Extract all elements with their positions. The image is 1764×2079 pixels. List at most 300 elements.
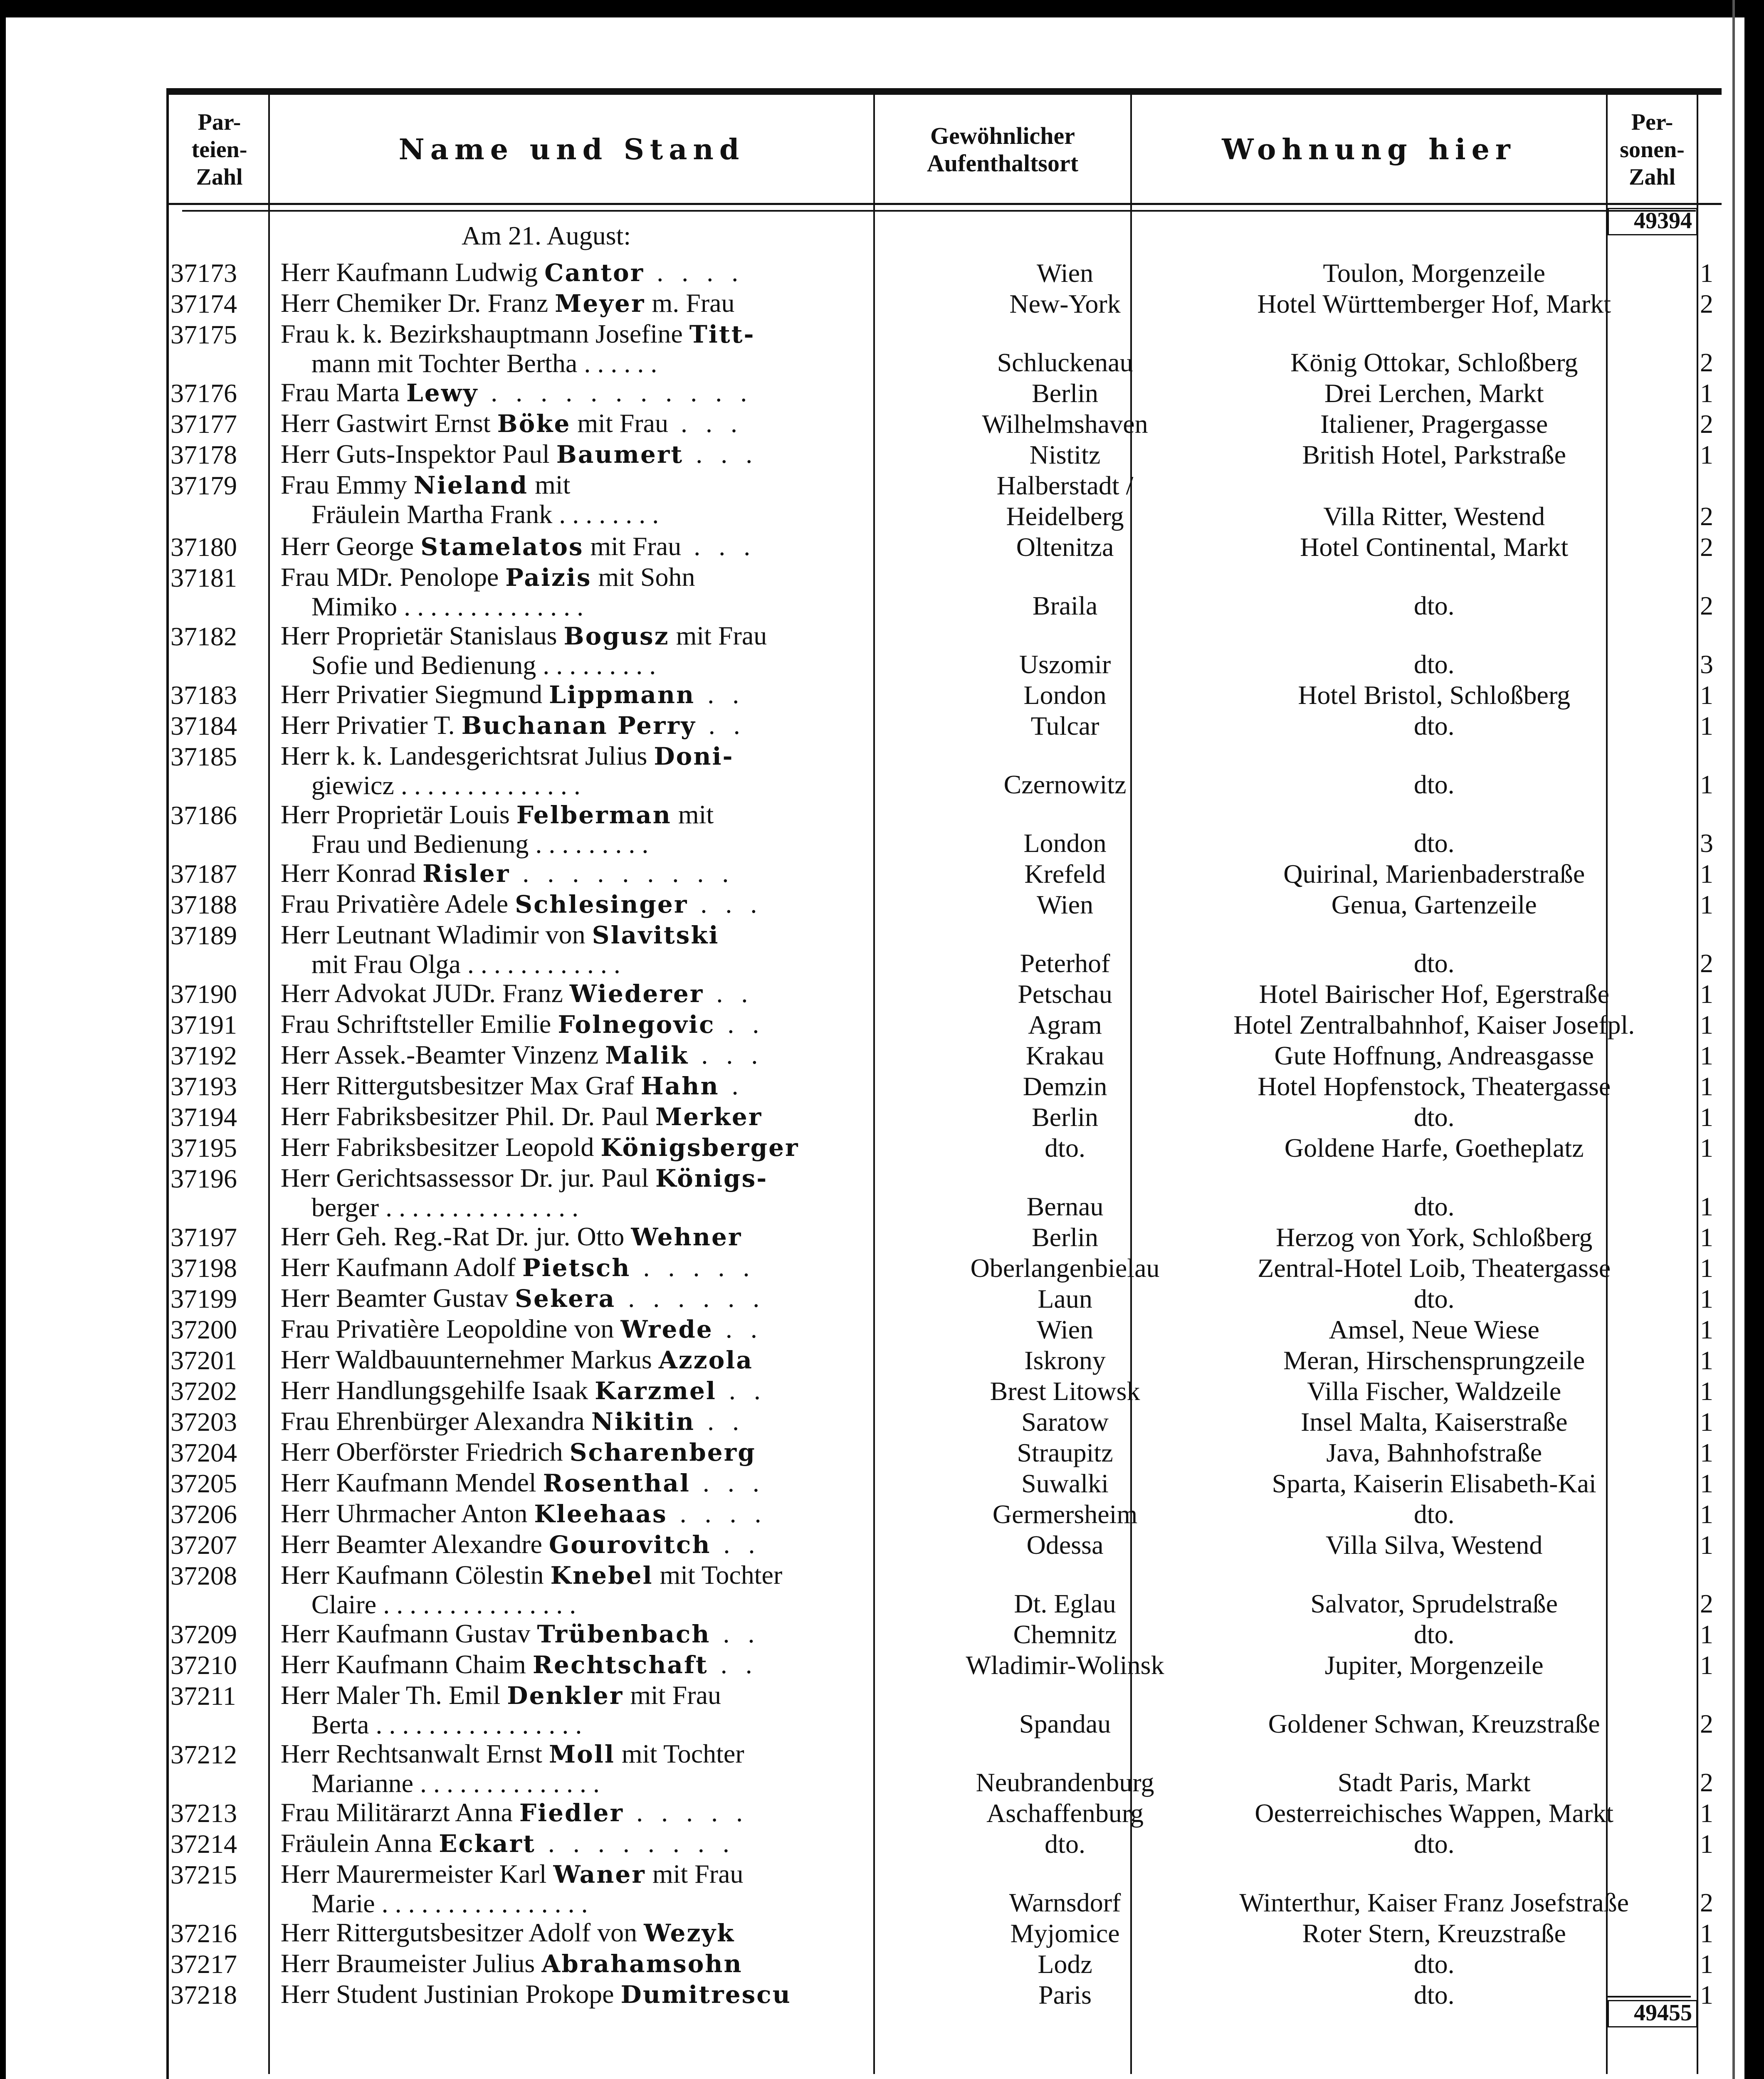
table-row (170, 1101, 1713, 1133)
date-heading: Am 21. August: (462, 221, 631, 250)
usual-residence: Iskrony (1024, 1346, 1106, 1375)
table-row (170, 1828, 1713, 1859)
guest-title: Herr Gerichtsassessor Dr. jur. Paul (280, 1163, 649, 1193)
lodging-address: Quirinal, Marienbaderstraße (1283, 859, 1585, 889)
guest-name-and-status (277, 1560, 957, 1619)
table-row (170, 920, 1713, 979)
party-number: 37210 (170, 1650, 237, 1680)
guest-title: Herr Beamter Gustav (280, 1283, 509, 1313)
guest-name-and-status (277, 563, 957, 621)
person-count: 1 (1700, 979, 1713, 1009)
table-row (170, 1499, 1713, 1530)
total-rule (1608, 1996, 1691, 1998)
guest-title: Herr Leutnant Wladimir von (280, 920, 586, 949)
person-count: 1 (1700, 1469, 1713, 1498)
guest-surname: Buchanan Perry (461, 711, 696, 740)
leader-dots: . . . . . . . . . . . (478, 378, 753, 407)
table-row (170, 439, 1713, 470)
leader-dots: . . (716, 1375, 766, 1405)
usual-residence: dto. (1045, 1829, 1085, 1859)
table-row (170, 1314, 1713, 1345)
guest-title: Herr Proprietär Stanislaus (280, 621, 557, 650)
guest-surname: Felberman (516, 801, 672, 829)
party-number: 37173 (170, 258, 237, 288)
leader-dots: . . (696, 710, 746, 740)
leader-dots: . . . (690, 1468, 765, 1497)
guest-surname: Wiederer (569, 980, 704, 1008)
guest-name-and-status (277, 1859, 957, 1918)
lodging-address: dto. (1413, 1620, 1455, 1649)
usual-residence: New-York (1009, 289, 1121, 319)
lodging-address: Hotel Bristol, Schloßberg (1298, 680, 1571, 710)
table-row (170, 1375, 1713, 1407)
guest-companions: mit (671, 800, 714, 829)
guest-title: Herr Kaufmann Adolf (280, 1252, 516, 1282)
guest-name-and-status (277, 859, 957, 888)
usual-residence: Wien (1037, 258, 1094, 288)
lodging-address: Sparta, Kaiserin Elisabeth-Kai (1272, 1469, 1596, 1498)
party-number: 37214 (170, 1829, 237, 1859)
lodging-address: Hotel Bairischer Hof, Egerstraße (1259, 979, 1609, 1009)
usual-residence: Neubrandenburg (976, 1768, 1154, 1797)
guest-title: Herr Assek.-Beamter Vinzenz (280, 1040, 599, 1069)
guest-name-and-status (277, 1407, 957, 1436)
lodging-address: dto. (1413, 1949, 1455, 1979)
leader-dots: . . . (681, 531, 756, 561)
guest-name-and-status (277, 1040, 957, 1070)
table-row (170, 1071, 1713, 1102)
header-lodging-here: Wohnung hier (1222, 133, 1516, 166)
guest-title: Frau Privatière Leopoldine von (280, 1314, 614, 1343)
scan-border-top (0, 0, 1764, 17)
guest-companions: mit Frau (583, 531, 682, 561)
table-row (170, 1680, 1713, 1739)
usual-residence: London (1023, 680, 1107, 710)
lodging-address: dto. (1413, 591, 1455, 620)
party-number: 37182 (170, 622, 237, 651)
lodging-address: dto. (1413, 828, 1455, 858)
guest-surname: Abrahamsohn (541, 1950, 743, 1978)
party-number: 37215 (170, 1860, 237, 1889)
usual-residence: Lodz (1038, 1949, 1092, 1979)
person-count: 1 (1700, 1072, 1713, 1101)
usual-residence: Braila (1032, 591, 1098, 620)
person-count: 2 (1700, 1768, 1713, 1797)
guest-name-and-status (277, 1102, 957, 1131)
guest-surname: Malik (605, 1041, 689, 1069)
party-number: 37191 (170, 1010, 237, 1040)
person-count: 1 (1700, 1133, 1713, 1163)
person-count: 1 (1700, 1499, 1713, 1529)
party-number: 37212 (170, 1740, 237, 1769)
usual-residence: Halberstadt / Heidelberg (996, 471, 1134, 531)
guest-title: Frau MDr. Penolope (280, 562, 499, 592)
table-row (170, 1222, 1713, 1253)
guest-title: Herr Privatier T. (280, 710, 455, 740)
person-count: 1 (1700, 1253, 1713, 1283)
usual-residence: Berlin (1032, 378, 1099, 408)
guest-title: Herr Kaufmann Chaim (280, 1649, 526, 1679)
guest-name-and-status (277, 319, 957, 378)
guest-name-and-status (277, 1314, 957, 1344)
guest-surname: Wehner (631, 1223, 742, 1251)
table-row (170, 1979, 1713, 2010)
guest-title: Frau Schriftsteller Emilie (280, 1009, 551, 1039)
leader-dots: . . (695, 1406, 745, 1436)
table-row (170, 378, 1713, 409)
table-row (170, 1798, 1713, 1829)
guest-name-continuation: Sofie und Bedienung . . . . . . . . . (311, 650, 656, 680)
party-number: 37194 (170, 1102, 237, 1132)
leader-dots: . . . . . . . . (535, 1828, 735, 1858)
party-number: 37175 (170, 320, 237, 349)
lodging-address: Goldene Harfe, Goetheplatz (1284, 1133, 1584, 1163)
leader-dots: . . . (688, 889, 763, 919)
person-count: 1 (1700, 1919, 1713, 1948)
lodging-address: dto. (1413, 1102, 1455, 1132)
guest-surname: Baumert (556, 440, 684, 469)
usual-residence: Wladimir-Wolinsk (966, 1650, 1164, 1680)
person-count: 2 (1700, 289, 1713, 319)
table-row (170, 1406, 1713, 1437)
guest-surname: Schlesinger (515, 890, 688, 919)
lodging-address: Salvator, Sprudelstraße (1310, 1589, 1558, 1618)
guest-surname: Wezyk (644, 1919, 735, 1947)
guest-companions: m. Frau (645, 288, 735, 318)
lodging-address: Villa Fischer, Waldzeile (1307, 1376, 1561, 1406)
guest-name-and-status (277, 1681, 957, 1739)
guest-surname: Königs- (655, 1164, 768, 1193)
guest-list (170, 257, 1713, 2010)
guest-name-and-status (277, 1222, 957, 1252)
leader-dots: . . . . . . . . . (510, 858, 735, 888)
guest-name-and-status (277, 1739, 957, 1798)
party-number: 37196 (170, 1164, 237, 1193)
usual-residence: Berlin (1032, 1222, 1099, 1252)
usual-residence: Brest Litowsk (990, 1376, 1140, 1406)
usual-residence: Oltenitza (1016, 532, 1114, 562)
usual-residence: Berlin (1032, 1102, 1099, 1132)
guest-name-and-status (277, 889, 957, 919)
guest-surname: Folnegovic (558, 1010, 715, 1039)
guest-surname: Azzola (658, 1346, 753, 1374)
table-row (170, 470, 1713, 532)
table-row (170, 1132, 1713, 1163)
guest-name-and-status (277, 800, 957, 859)
guest-title: Herr Fabriksbesitzer Leopold (280, 1132, 594, 1162)
table-row (170, 1283, 1713, 1314)
guest-title: Herr Rittergutsbesitzer Adolf von (280, 1918, 637, 1947)
lodging-address: British Hotel, Parkstraße (1302, 440, 1566, 469)
table-row (170, 408, 1713, 440)
guest-title: Herr Oberförster Friedrich (280, 1437, 563, 1467)
person-count: 1 (1700, 1650, 1713, 1680)
lodging-address: Drei Lerchen, Markt (1324, 378, 1544, 408)
leader-dots: . . (710, 1619, 761, 1648)
lodging-address: Roter Stern, Kreuzstraße (1302, 1919, 1566, 1948)
guest-surname: Kleehaas (534, 1500, 667, 1528)
guest-name-continuation: mit Frau Olga . . . . . . . . . . . . (311, 949, 620, 979)
party-number: 37187 (170, 859, 237, 889)
lodging-address: Stadt Paris, Markt (1337, 1768, 1531, 1797)
guest-surname: Cantor (544, 259, 645, 287)
usual-residence: Paris (1038, 1980, 1092, 2010)
party-number: 37205 (170, 1469, 237, 1498)
person-count: 1 (1700, 1222, 1713, 1252)
person-count: 1 (1700, 1530, 1713, 1560)
person-count: 1 (1700, 1284, 1713, 1314)
person-count: 1 (1700, 1041, 1713, 1070)
usual-residence: Wien (1037, 1315, 1094, 1344)
guest-name-and-status (277, 378, 957, 407)
person-count: 1 (1700, 258, 1713, 288)
guest-title: Herr Uhrmacher Anton (280, 1499, 528, 1528)
header-usual-residence: Gewöhnlicher Aufenthaltsort (926, 122, 1079, 177)
guest-surname: Wrede (620, 1315, 713, 1343)
guest-surname: Lippmann (549, 681, 695, 709)
table-row (170, 978, 1713, 1010)
party-number: 37192 (170, 1041, 237, 1070)
lodging-address: dto. (1413, 948, 1455, 978)
person-count: 2 (1700, 948, 1713, 978)
lodging-address: Java, Bahnhofstraße (1326, 1438, 1542, 1467)
usual-residence: Krakau (1025, 1041, 1104, 1070)
party-number: 37188 (170, 890, 237, 919)
usual-residence: Petschau (1018, 979, 1112, 1009)
usual-residence: Saratow (1021, 1407, 1109, 1437)
party-number: 37198 (170, 1253, 237, 1283)
person-count: 3 (1700, 649, 1713, 679)
guest-surname: Denkler (507, 1681, 624, 1710)
guest-surname: Nieland (413, 471, 529, 499)
leader-dots: . (719, 1071, 744, 1100)
party-number: 37177 (170, 409, 237, 439)
leader-dots: . . (695, 679, 745, 709)
person-count: 1 (1700, 680, 1713, 710)
guest-title: Herr Beamter Alexandre (280, 1529, 542, 1559)
leader-dots: . . (713, 1314, 763, 1343)
person-count: 1 (1700, 1376, 1713, 1406)
person-count: 2 (1700, 532, 1713, 562)
table-row (170, 710, 1713, 741)
person-count: 3 (1700, 828, 1713, 858)
person-count: 1 (1700, 1407, 1713, 1437)
party-number: 37213 (170, 1798, 237, 1828)
guest-name-and-status (277, 1499, 957, 1528)
lodging-address: Gute Hoffnung, Andreasgasse (1274, 1041, 1594, 1070)
party-number: 37216 (170, 1919, 237, 1948)
guest-companions: mit Frau (669, 621, 767, 650)
guest-name-continuation: berger . . . . . . . . . . . . . . . (311, 1193, 579, 1222)
guest-companions: mit Tochter (653, 1560, 783, 1590)
lodging-address: Winterthur, Kaiser Franz Josefstraße (1239, 1888, 1629, 1917)
guest-surname: Paizis (505, 563, 592, 592)
table-row (170, 741, 1713, 800)
guest-title: Herr Kaufmann Ludwig (280, 257, 538, 287)
guest-title: Herr Waldbauunternehmer Markus (280, 1345, 652, 1374)
table-row (170, 1859, 1713, 1918)
guest-companions: mit (528, 470, 571, 499)
guest-surname: Doni- (654, 742, 734, 770)
guest-surname: Stamelatos (420, 533, 584, 561)
lodging-address: Toulon, Morgenzeile (1323, 258, 1546, 288)
usual-residence: London (1023, 828, 1107, 858)
guest-name-and-status (277, 1530, 957, 1559)
guest-name-and-status (277, 440, 957, 469)
guest-surname: Scharenberg (569, 1438, 756, 1467)
guest-surname: Dumitrescu (620, 1980, 791, 2009)
table-row (170, 1560, 1713, 1619)
usual-residence: Myjomice (1010, 1919, 1120, 1948)
table-row (170, 800, 1713, 859)
guest-title: Herr Chemiker Dr. Franz (280, 288, 548, 318)
party-number: 37174 (170, 289, 237, 319)
guest-name-and-status (277, 409, 957, 438)
party-number: 37189 (170, 921, 237, 950)
scan-border-left (0, 0, 6, 2079)
table-row (170, 621, 1713, 680)
party-number: 37183 (170, 680, 237, 710)
guest-title: Herr Maler Th. Emil (280, 1680, 501, 1710)
guest-title: Herr Rittergutsbesitzer Max Graf (280, 1071, 634, 1100)
usual-residence: Bernau (1026, 1192, 1104, 1221)
guest-title: Frau Militärarzt Anna (280, 1798, 513, 1827)
person-count: 1 (1700, 1315, 1713, 1344)
table-row (170, 319, 1713, 378)
leader-dots: . . . . (667, 1499, 767, 1528)
usual-residence: Demzin (1023, 1072, 1107, 1101)
usual-residence: Agram (1028, 1010, 1102, 1040)
guest-companions: mit Sohn (591, 562, 695, 592)
guest-surname: Hahn (640, 1072, 719, 1100)
guest-title: Frau Privatière Adele (280, 889, 509, 919)
usual-residence: Schluckenau (997, 348, 1133, 377)
party-number: 37217 (170, 1949, 237, 1979)
party-number: 37179 (170, 471, 237, 500)
guest-surname: Eckart (439, 1830, 536, 1858)
guest-name-and-status (277, 1437, 957, 1467)
person-count: 1 (1700, 1620, 1713, 1649)
lodging-address: Amsel, Neue Wiese (1329, 1315, 1539, 1344)
lodging-address: Hotel Hopfenstock, Theatergasse (1258, 1072, 1611, 1101)
guest-title: Fräulein Anna (280, 1828, 432, 1858)
person-count: 1 (1700, 1829, 1713, 1859)
guest-title: Frau Emmy (280, 470, 407, 499)
guest-surname: Waner (553, 1860, 646, 1889)
guest-surname: Gourovitch (548, 1531, 711, 1559)
guest-title: Herr Proprietär Louis (280, 800, 510, 829)
party-number: 37200 (170, 1315, 237, 1344)
guest-name-and-status (277, 1376, 957, 1405)
person-count: 2 (1700, 501, 1713, 531)
person-count: 2 (1700, 1888, 1713, 1917)
leader-dots: . . . (689, 1040, 764, 1069)
party-number: 37185 (170, 742, 237, 771)
person-count: 1 (1700, 1798, 1713, 1828)
guest-title: Herr George (280, 531, 414, 561)
leader-dots: . . (704, 978, 754, 1008)
guest-name-and-status (277, 621, 957, 680)
person-count: 1 (1700, 440, 1713, 469)
guest-companions: mit Frau (571, 408, 669, 438)
table-row (170, 1529, 1713, 1560)
leader-dots: . . . (668, 408, 744, 438)
lodging-address: Hotel Zentralbahnhof, Kaiser Josefpl. (1233, 1010, 1635, 1040)
guest-surname: Bogusz (563, 622, 670, 650)
guest-title: Herr Advokat JUDr. Franz (280, 978, 563, 1008)
party-number: 37195 (170, 1133, 237, 1163)
party-number: 37201 (170, 1346, 237, 1375)
guest-title: Herr Kaufmann Cölestin (280, 1560, 544, 1590)
party-number: 37178 (170, 440, 237, 469)
lodging-address: Villa Silva, Westend (1326, 1530, 1543, 1560)
lodging-address: dto. (1413, 711, 1455, 741)
party-number: 37203 (170, 1407, 237, 1437)
guest-title: Herr Guts-Inspektor Paul (280, 439, 550, 469)
guest-surname: Nikitin (591, 1407, 695, 1436)
usual-residence: dto. (1045, 1133, 1085, 1163)
lodging-address: dto. (1413, 1499, 1455, 1529)
guest-surname: Lewy (406, 379, 479, 407)
guest-name-and-status (277, 1163, 957, 1222)
usual-residence: Germersheim (992, 1499, 1138, 1529)
usual-residence: Aschaffenburg (986, 1798, 1144, 1828)
table-row (170, 562, 1713, 621)
usual-residence: Warnsdorf (1009, 1888, 1121, 1917)
guest-surname: Titt- (689, 320, 755, 348)
header-party-number: Par- teien- Zahl (191, 109, 247, 190)
party-number: 37218 (170, 1980, 237, 2010)
person-count: 1 (1700, 770, 1713, 799)
guest-surname: Merker (655, 1103, 763, 1131)
party-number: 37204 (170, 1438, 237, 1467)
party-number: 37207 (170, 1530, 237, 1560)
party-number: 37186 (170, 800, 237, 830)
guest-name-continuation: giewicz . . . . . . . . . . . . . . (311, 770, 581, 800)
lodging-address: Oesterreichisches Wappen, Markt (1255, 1798, 1614, 1828)
guest-title: Herr Rechtsanwalt Ernst (280, 1739, 542, 1768)
lodging-address: dto. (1413, 1980, 1455, 2010)
usual-residence: Wilhelmshaven (982, 409, 1148, 439)
guest-name-and-status (277, 289, 957, 318)
lodging-address: Genua, Gartenzeile (1331, 890, 1537, 919)
table-row (170, 1468, 1713, 1499)
carry-in-total: 49394 (1608, 208, 1697, 235)
guest-surname: Rechtschaft (532, 1651, 708, 1679)
guest-title: Herr Kaufmann Mendel (280, 1468, 536, 1497)
guest-title: Herr Braumeister Julius (280, 1948, 535, 1978)
guest-name-and-status (277, 470, 957, 529)
guest-name-and-status (277, 1829, 957, 1858)
guest-name-and-status (277, 920, 957, 979)
guest-name-and-status (277, 1253, 957, 1282)
guest-title: Herr Konrad (280, 858, 416, 888)
lodging-address: König Ottokar, Schloßberg (1290, 348, 1578, 377)
guest-companions: mit Tochter (615, 1739, 744, 1768)
usual-residence: Dt. Eglau (1014, 1589, 1116, 1618)
person-count: 2 (1700, 591, 1713, 620)
leader-dots: . . (711, 1529, 761, 1559)
header-person-count: Per- sonen- Zahl (1620, 109, 1685, 190)
leader-dots: . . . . . . (615, 1283, 766, 1313)
lodging-address: Hotel Württemberger Hof, Markt (1257, 289, 1611, 319)
person-count: 1 (1700, 711, 1713, 741)
usual-residence: Chemnitz (1013, 1620, 1117, 1649)
table-row (170, 889, 1713, 920)
left-border-rule (166, 95, 169, 2079)
guest-name-continuation: Marie . . . . . . . . . . . . . . . . (311, 1889, 588, 1918)
lodging-address: Insel Malta, Kaiserstraße (1300, 1407, 1568, 1437)
